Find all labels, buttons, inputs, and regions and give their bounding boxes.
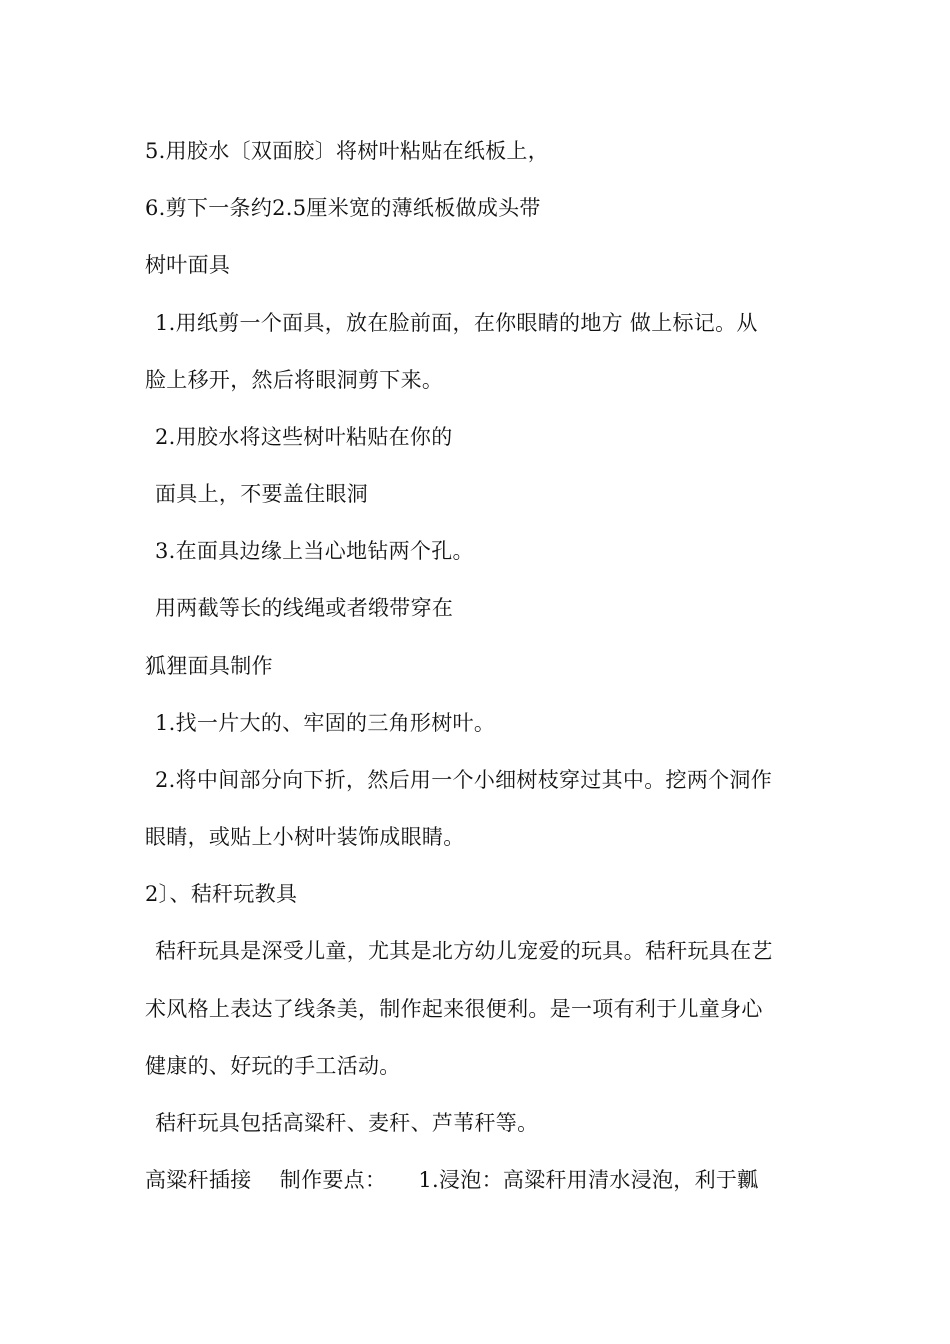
text-line: 1.找一片大的、牢固的三角形树叶。 [155, 711, 496, 735]
text-line: 健康的、好玩的手工活动。 [145, 1054, 401, 1078]
section-heading: 树叶面具 [145, 253, 231, 277]
text-line: 术风格上表达了线条美，制作起来很便利。是一项有利于儿童身心 [145, 997, 763, 1021]
text-line: 秸秆玩具是深受儿童，尤其是北方幼儿宠爱的玩具。秸秆玩具在艺 [155, 939, 773, 963]
section-heading: 狐狸面具制作 [145, 654, 273, 678]
text-line: 2.将中间部分向下折，然后用一个小细树枝穿过其中。挖两个洞作 [155, 768, 773, 792]
section-heading: 2〕、秸秆玩教具 [145, 882, 298, 906]
text-line: 6.剪下一条约2.5厘米宽的薄纸板做成头带 [145, 196, 541, 220]
text-line: 3.在面具边缘上当心地钻两个孔。 [155, 539, 474, 563]
text-line: 5.用胶水〔双面胶〕将树叶粘贴在纸板上， [145, 139, 550, 163]
text-line: 1.用纸剪一个面具，放在脸前面，在你眼睛的地方 做上标记。从 [155, 311, 758, 335]
text-line: 脸上移开，然后将眼洞剪下来。 [145, 368, 444, 392]
text-line: 秸秆玩具包括高粱秆、麦秆、芦苇秆等。 [155, 1111, 539, 1135]
text-line: 2.用胶水将这些树叶粘贴在你的 [155, 425, 453, 449]
text-line: 面具上，不要盖住眼洞 [155, 482, 368, 506]
text-line: 高粱秆插接 制作要点： 1.浸泡：高粱秆用清水浸泡，利于瓤 [145, 1168, 759, 1192]
text-line: 用两截等长的线绳或者缎带穿在 [155, 596, 454, 620]
text-line: 眼睛，或贴上小树叶装饰成眼睛。 [145, 825, 465, 849]
